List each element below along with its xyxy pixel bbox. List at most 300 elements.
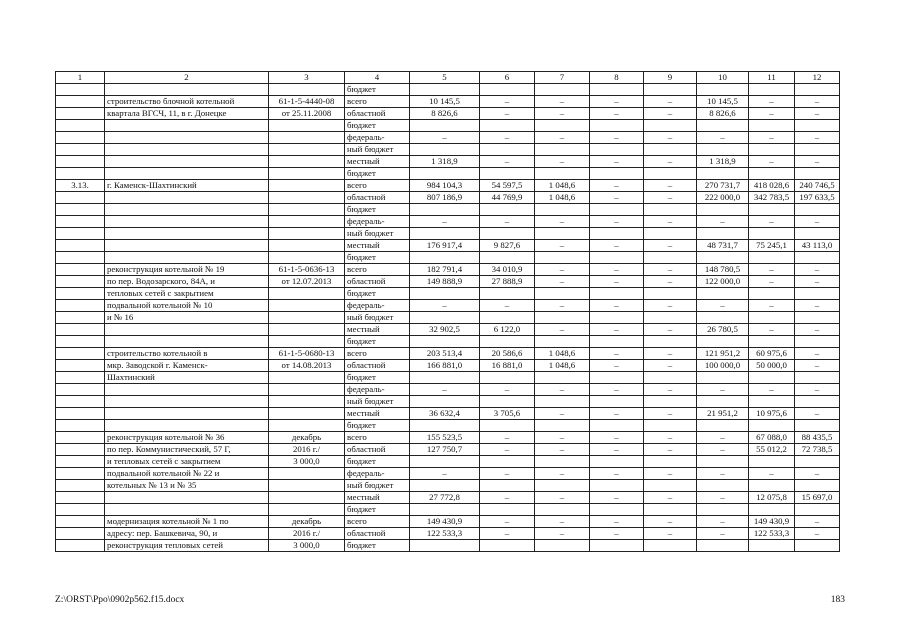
amount-cell <box>535 336 590 348</box>
object-name: квартала ВГСЧ, 11, в г. Донецке <box>105 108 269 120</box>
item-number <box>56 192 105 204</box>
amount-cell: – <box>795 264 840 276</box>
amount-cell <box>644 144 697 156</box>
doc-ref: 2016 г./ <box>269 444 345 456</box>
amount-cell <box>697 420 749 432</box>
doc-ref: от 12.07.2013 <box>269 276 345 288</box>
amount-cell <box>749 504 795 516</box>
amount-cell <box>697 252 749 264</box>
doc-ref: 3 000,0 <box>269 456 345 468</box>
item-number <box>56 228 105 240</box>
amount-cell: – <box>697 216 749 228</box>
amount-cell <box>590 228 644 240</box>
amount-cell <box>749 252 795 264</box>
amount-cell <box>480 312 535 324</box>
amount-cell <box>644 540 697 552</box>
item-number <box>56 312 105 324</box>
amount-cell: – <box>590 96 644 108</box>
amount-cell: 197 633,5 <box>795 192 840 204</box>
amount-cell: – <box>535 108 590 120</box>
amount-cell: 100 000,0 <box>697 360 749 372</box>
fund-source: местный <box>345 156 410 168</box>
amount-cell: 807 186,9 <box>410 192 480 204</box>
table-row <box>56 540 840 552</box>
amount-cell: 342 783,5 <box>749 192 795 204</box>
object-name <box>105 228 269 240</box>
column-number: 9 <box>644 72 697 84</box>
amount-cell: – <box>644 492 697 504</box>
object-name <box>105 192 269 204</box>
amount-cell: – <box>590 108 644 120</box>
item-number <box>56 336 105 348</box>
item-number <box>56 96 105 108</box>
amount-cell <box>644 456 697 468</box>
amount-cell <box>697 372 749 384</box>
table-row <box>56 432 840 444</box>
amount-cell <box>410 120 480 132</box>
fund-source: бюджет <box>345 504 410 516</box>
amount-cell <box>749 204 795 216</box>
fund-source: федераль- <box>345 216 410 228</box>
amount-cell: – <box>795 216 840 228</box>
amount-cell: – <box>697 300 749 312</box>
amount-cell <box>590 120 644 132</box>
amount-cell: – <box>480 528 535 540</box>
doc-ref <box>269 468 345 480</box>
amount-cell: 54 597,5 <box>480 180 535 192</box>
object-name <box>105 132 269 144</box>
amount-cell: 122 533,3 <box>410 528 480 540</box>
table-row <box>56 228 840 240</box>
object-name: подвальной котельной № 10 <box>105 300 269 312</box>
amount-cell: – <box>697 444 749 456</box>
amount-cell: – <box>480 300 535 312</box>
column-number: 1 <box>56 72 105 84</box>
amount-cell: 72 738,5 <box>795 444 840 456</box>
amount-cell: 88 435,5 <box>795 432 840 444</box>
fund-source: бюджет <box>345 288 410 300</box>
amount-cell: – <box>590 360 644 372</box>
item-number <box>56 480 105 492</box>
amount-cell: – <box>749 264 795 276</box>
doc-ref <box>269 240 345 252</box>
amount-cell: – <box>795 348 840 360</box>
amount-cell: – <box>535 132 590 144</box>
amount-cell <box>480 504 535 516</box>
amount-cell <box>480 480 535 492</box>
file-path: Z:\ORST\Ppo\0902p562.f15.docx <box>55 595 185 605</box>
amount-cell: – <box>749 108 795 120</box>
amount-cell: – <box>644 180 697 192</box>
amount-cell: 26 780,5 <box>697 324 749 336</box>
doc-ref <box>269 504 345 516</box>
amount-cell <box>535 144 590 156</box>
table-row <box>56 120 840 132</box>
amount-cell: – <box>697 384 749 396</box>
amount-cell <box>749 540 795 552</box>
amount-cell: – <box>749 276 795 288</box>
amount-cell: – <box>535 324 590 336</box>
doc-ref <box>269 384 345 396</box>
object-name <box>105 168 269 180</box>
fund-source: федераль- <box>345 468 410 480</box>
fund-source: ный бюджет <box>345 312 410 324</box>
amount-cell: – <box>644 216 697 228</box>
amount-cell: – <box>590 492 644 504</box>
column-number: 3 <box>269 72 345 84</box>
amount-cell: – <box>644 528 697 540</box>
amount-cell <box>697 396 749 408</box>
amount-cell <box>590 144 644 156</box>
table-row <box>56 336 840 348</box>
amount-cell <box>590 480 644 492</box>
amount-cell: 12 075,8 <box>749 492 795 504</box>
amount-cell <box>795 336 840 348</box>
item-number <box>56 204 105 216</box>
object-name: реконструкция котельной № 19 <box>105 264 269 276</box>
fund-source: бюджет <box>345 540 410 552</box>
amount-cell: 10 975,6 <box>749 408 795 420</box>
item-number <box>56 396 105 408</box>
amount-cell <box>590 504 644 516</box>
amount-cell: – <box>644 240 697 252</box>
column-number: 11 <box>749 72 795 84</box>
object-name <box>105 384 269 396</box>
amount-cell <box>697 456 749 468</box>
amount-cell: – <box>410 132 480 144</box>
budget-table <box>55 71 840 552</box>
amount-cell: – <box>480 216 535 228</box>
fund-source: местный <box>345 408 410 420</box>
amount-cell: 148 780,5 <box>697 264 749 276</box>
amount-cell: – <box>749 324 795 336</box>
amount-cell: – <box>480 156 535 168</box>
amount-cell: 15 697,0 <box>795 492 840 504</box>
doc-ref <box>269 156 345 168</box>
object-name: мкр. Заводской г. Каменск- <box>105 360 269 372</box>
amount-cell <box>749 396 795 408</box>
amount-cell <box>697 480 749 492</box>
amount-cell: 1 048,6 <box>535 348 590 360</box>
amount-cell: – <box>644 432 697 444</box>
table-row <box>56 420 840 432</box>
amount-cell: – <box>535 156 590 168</box>
amount-cell <box>697 168 749 180</box>
fund-source: местный <box>345 240 410 252</box>
amount-cell: 8 826,6 <box>697 108 749 120</box>
table-row <box>56 168 840 180</box>
amount-cell <box>480 144 535 156</box>
amount-cell: 149 430,9 <box>749 516 795 528</box>
amount-cell: – <box>535 276 590 288</box>
amount-cell: – <box>590 216 644 228</box>
amount-cell: 50 000,0 <box>749 360 795 372</box>
amount-cell: – <box>410 216 480 228</box>
amount-cell: 127 750,7 <box>410 444 480 456</box>
amount-cell: – <box>480 444 535 456</box>
amount-cell: – <box>480 132 535 144</box>
item-number <box>56 144 105 156</box>
amount-cell: – <box>590 348 644 360</box>
fund-source: ный бюджет <box>345 144 410 156</box>
amount-cell: 55 012,2 <box>749 444 795 456</box>
amount-cell: 6 122,0 <box>480 324 535 336</box>
amount-cell <box>480 84 535 96</box>
column-number: 12 <box>795 72 840 84</box>
amount-cell: 240 746,5 <box>795 180 840 192</box>
amount-cell <box>795 84 840 96</box>
doc-ref: от 25.11.2008 <box>269 108 345 120</box>
doc-ref <box>269 168 345 180</box>
table-row <box>56 408 840 420</box>
amount-cell: – <box>697 432 749 444</box>
table-row <box>56 468 840 480</box>
amount-cell: 149 430,9 <box>410 516 480 528</box>
amount-cell <box>795 120 840 132</box>
amount-cell: – <box>644 384 697 396</box>
doc-ref <box>269 480 345 492</box>
amount-cell <box>410 252 480 264</box>
amount-cell <box>795 168 840 180</box>
fund-source: бюджет <box>345 372 410 384</box>
amount-cell <box>749 228 795 240</box>
amount-cell <box>795 504 840 516</box>
amount-cell: – <box>590 276 644 288</box>
amount-cell: 3 705,6 <box>480 408 535 420</box>
amount-cell: – <box>644 108 697 120</box>
object-name <box>105 396 269 408</box>
column-number: 8 <box>590 72 644 84</box>
item-number <box>56 504 105 516</box>
amount-cell <box>697 120 749 132</box>
doc-ref: декабрь <box>269 432 345 444</box>
amount-cell <box>480 168 535 180</box>
object-name <box>105 84 269 96</box>
amount-cell <box>535 480 590 492</box>
amount-cell <box>697 144 749 156</box>
amount-cell <box>697 228 749 240</box>
object-name: адресу: пер. Башкевича, 90, и <box>105 528 269 540</box>
amount-cell <box>590 84 644 96</box>
table-row <box>56 192 840 204</box>
item-number <box>56 108 105 120</box>
table-row <box>56 384 840 396</box>
amount-cell <box>644 336 697 348</box>
amount-cell <box>410 372 480 384</box>
amount-cell: 27 772,8 <box>410 492 480 504</box>
object-name <box>105 336 269 348</box>
amount-cell <box>644 120 697 132</box>
amount-cell: – <box>535 384 590 396</box>
amount-cell <box>795 228 840 240</box>
amount-cell <box>749 144 795 156</box>
amount-cell: – <box>749 300 795 312</box>
object-name <box>105 504 269 516</box>
table-row <box>56 144 840 156</box>
amount-cell: 10 145,5 <box>697 96 749 108</box>
amount-cell <box>644 396 697 408</box>
object-name <box>105 408 269 420</box>
amount-cell: – <box>535 408 590 420</box>
doc-ref: 61-1-5-0636-13 <box>269 264 345 276</box>
amount-cell: – <box>535 432 590 444</box>
amount-cell: – <box>535 264 590 276</box>
amount-cell <box>590 372 644 384</box>
table-row <box>56 180 840 192</box>
fund-source: местный <box>345 492 410 504</box>
amount-cell: – <box>590 192 644 204</box>
amount-cell: – <box>749 468 795 480</box>
fund-source: бюджет <box>345 252 410 264</box>
amount-cell: – <box>644 132 697 144</box>
fund-source: ный бюджет <box>345 480 410 492</box>
amount-cell: 44 769,9 <box>480 192 535 204</box>
amount-cell <box>535 456 590 468</box>
amount-cell: 149 888,9 <box>410 276 480 288</box>
amount-cell: – <box>480 108 535 120</box>
table-row <box>56 528 840 540</box>
amount-cell <box>590 396 644 408</box>
amount-cell <box>749 312 795 324</box>
table-row <box>56 324 840 336</box>
fund-source: бюджет <box>345 84 410 96</box>
amount-cell: – <box>410 468 480 480</box>
amount-cell <box>749 120 795 132</box>
amount-cell <box>644 168 697 180</box>
amount-cell: – <box>749 384 795 396</box>
fund-source: ный бюджет <box>345 396 410 408</box>
amount-cell: – <box>480 468 535 480</box>
table-row <box>56 348 840 360</box>
amount-cell: 48 731,7 <box>697 240 749 252</box>
amount-cell: 166 881,0 <box>410 360 480 372</box>
doc-ref <box>269 336 345 348</box>
table-row <box>56 372 840 384</box>
amount-cell: – <box>644 264 697 276</box>
table-row <box>56 504 840 516</box>
fund-source: всего <box>345 180 410 192</box>
table-row <box>56 456 840 468</box>
item-number <box>56 252 105 264</box>
amount-cell <box>749 420 795 432</box>
amount-cell <box>535 372 590 384</box>
amount-cell <box>697 504 749 516</box>
amount-cell: 984 104,3 <box>410 180 480 192</box>
amount-cell <box>535 420 590 432</box>
amount-cell: – <box>590 132 644 144</box>
table-row <box>56 492 840 504</box>
object-name: по пер. Коммунистический, 57 Г, <box>105 444 269 456</box>
fund-source: областной <box>345 528 410 540</box>
amount-cell: – <box>480 492 535 504</box>
amount-cell: 43 113,0 <box>795 240 840 252</box>
doc-ref <box>269 312 345 324</box>
object-name <box>105 216 269 228</box>
amount-cell: – <box>644 444 697 456</box>
fund-source: всего <box>345 348 410 360</box>
object-name: Шахтинский <box>105 372 269 384</box>
item-number <box>56 156 105 168</box>
amount-cell <box>535 204 590 216</box>
doc-ref <box>269 180 345 192</box>
amount-cell: 270 731,7 <box>697 180 749 192</box>
page-number: 183 <box>830 595 845 605</box>
amount-cell: 182 791,4 <box>410 264 480 276</box>
amount-cell: 1 318,9 <box>410 156 480 168</box>
amount-cell: – <box>644 96 697 108</box>
item-number <box>56 516 105 528</box>
amount-cell: – <box>795 96 840 108</box>
amount-cell <box>535 252 590 264</box>
doc-ref: 3 000,0 <box>269 540 345 552</box>
amount-cell: – <box>590 264 644 276</box>
amount-cell: 75 245,1 <box>749 240 795 252</box>
table-row <box>56 240 840 252</box>
amount-cell <box>697 312 749 324</box>
object-name <box>105 204 269 216</box>
amount-cell <box>410 504 480 516</box>
amount-cell: – <box>590 300 644 312</box>
amount-cell: – <box>535 516 590 528</box>
amount-cell <box>697 336 749 348</box>
amount-cell <box>410 336 480 348</box>
column-number: 10 <box>697 72 749 84</box>
amount-cell <box>410 288 480 300</box>
amount-cell <box>644 372 697 384</box>
amount-cell: – <box>644 468 697 480</box>
amount-cell <box>749 456 795 468</box>
column-number: 4 <box>345 72 410 84</box>
amount-cell: – <box>795 324 840 336</box>
amount-cell: – <box>535 300 590 312</box>
item-number <box>56 132 105 144</box>
fund-source: бюджет <box>345 120 410 132</box>
doc-ref: от 14.08.2013 <box>269 360 345 372</box>
amount-cell <box>795 288 840 300</box>
amount-cell: – <box>590 444 644 456</box>
amount-cell: – <box>644 360 697 372</box>
object-name: и тепловых сетей с закрытием <box>105 456 269 468</box>
amount-cell: 1 318,9 <box>697 156 749 168</box>
amount-cell: – <box>590 468 644 480</box>
item-number <box>56 300 105 312</box>
table-row <box>56 276 840 288</box>
amount-cell: – <box>697 492 749 504</box>
amount-cell: 1 048,6 <box>535 360 590 372</box>
amount-cell <box>644 420 697 432</box>
amount-cell: 21 951,2 <box>697 408 749 420</box>
table-row <box>56 300 840 312</box>
doc-ref: декабрь <box>269 516 345 528</box>
amount-cell: 155 523,5 <box>410 432 480 444</box>
object-name: котельных № 13 и № 35 <box>105 480 269 492</box>
amount-cell <box>410 204 480 216</box>
table-row <box>56 264 840 276</box>
amount-cell: 60 975,6 <box>749 348 795 360</box>
doc-ref: 61-1-5-4440-08 <box>269 96 345 108</box>
item-number <box>56 216 105 228</box>
amount-cell: – <box>480 96 535 108</box>
amount-cell <box>410 312 480 324</box>
amount-cell: – <box>644 276 697 288</box>
item-number <box>56 492 105 504</box>
amount-cell <box>480 288 535 300</box>
object-name: модернизация котельной № 1 по <box>105 516 269 528</box>
table-row <box>56 480 840 492</box>
table-row <box>56 312 840 324</box>
amount-cell: – <box>410 384 480 396</box>
amount-cell: 10 145,5 <box>410 96 480 108</box>
